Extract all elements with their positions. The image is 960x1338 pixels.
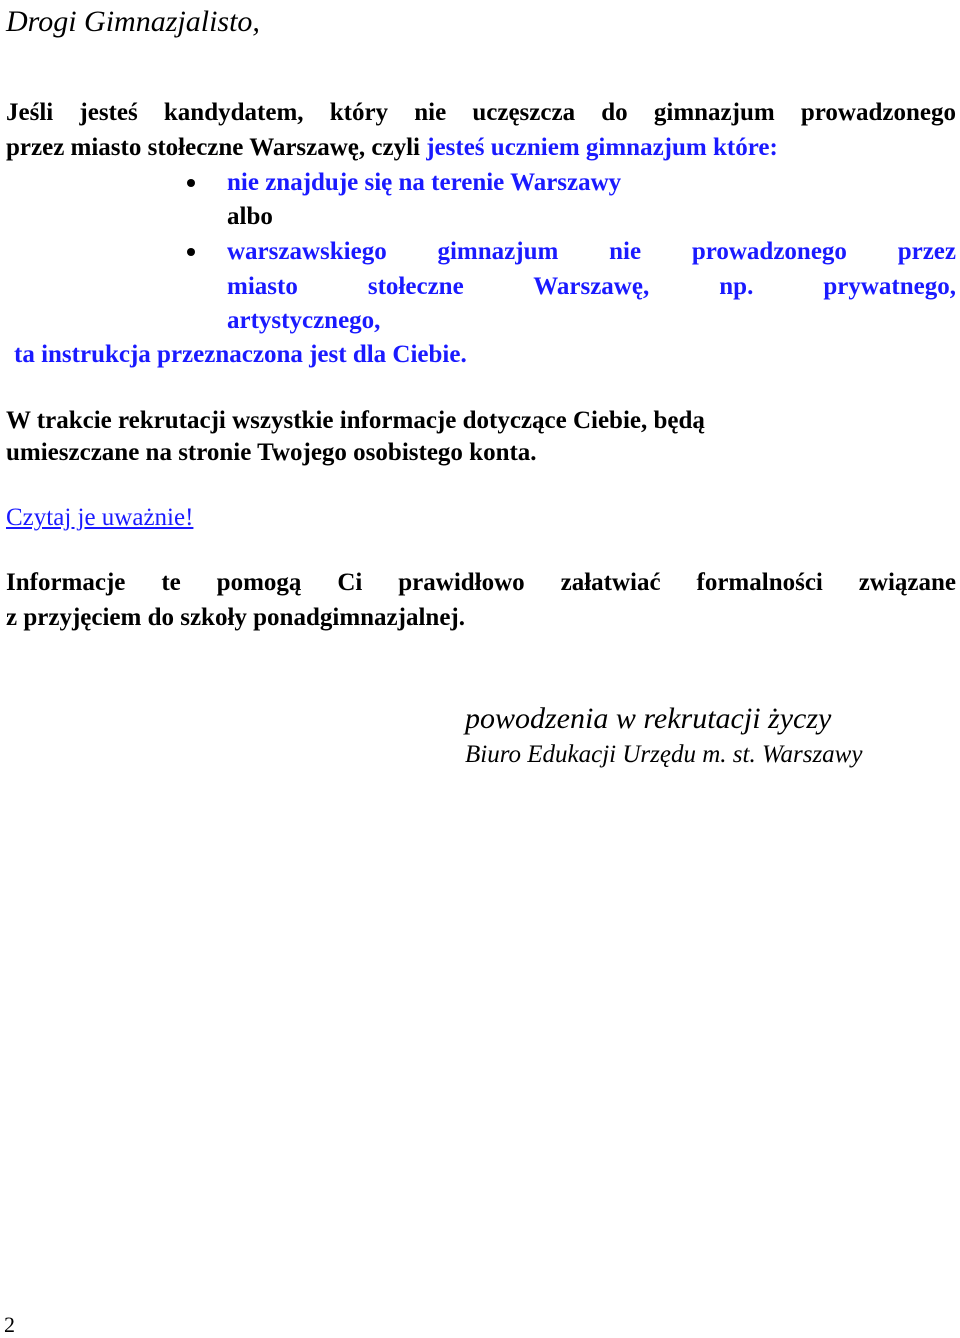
bullet-1 bbox=[187, 179, 195, 187]
info-line-2: umieszczane na stronie Twojego osobistego konta. bbox=[6, 439, 537, 466]
intro-line-2-highlight: jesteś uczniem gimnazjum które: bbox=[426, 134, 778, 161]
conclusion: ta instrukcja przeznaczona jest dla Ciebie. bbox=[14, 341, 467, 368]
condition-1: nie znajduje się na terenie Warszawy bbox=[227, 169, 622, 196]
condition-2-line-3: artystycznego, bbox=[227, 307, 381, 334]
greeting: Drogi Gimnazjalisto, bbox=[6, 5, 260, 38]
signature-wish: powodzenia w rekrutacji życzy bbox=[465, 702, 832, 735]
intro-line-2 bbox=[6, 133, 778, 163]
help-line-2: z przyjęciem do szkoły ponadgimnazjalnej. bbox=[6, 604, 465, 631]
read-carefully-link[interactable]: Czytaj je uważnie! bbox=[6, 504, 194, 531]
condition-2-line-2: miasto stołeczne Warszawę, np. prywatnego, bbox=[227, 273, 956, 300]
connector-albo: albo bbox=[227, 203, 273, 230]
info-line-1: W trakcie rekrutacji wszystkie informacje dotyczące Ciebie, będą bbox=[6, 407, 705, 434]
condition-2-line-1: warszawskiego gimnazjum nie prowadzonego przez bbox=[227, 238, 956, 265]
page-number: 2 bbox=[4, 1312, 15, 1337]
help-line-1: Informacje te pomogą Ci prawidłowo załatwiać formalności związane bbox=[6, 569, 956, 596]
signature-sender: Biuro Edukacji Urzędu m. st. Warszawy bbox=[465, 741, 863, 768]
intro-line-1: Jeśli jesteś kandydatem, który nie uczęszcza do gimnazjum prowadzonego bbox=[6, 99, 956, 126]
bullet-2 bbox=[187, 248, 195, 256]
intro-line-2-text: przez miasto stołeczne Warszawę, czyli bbox=[6, 134, 427, 161]
